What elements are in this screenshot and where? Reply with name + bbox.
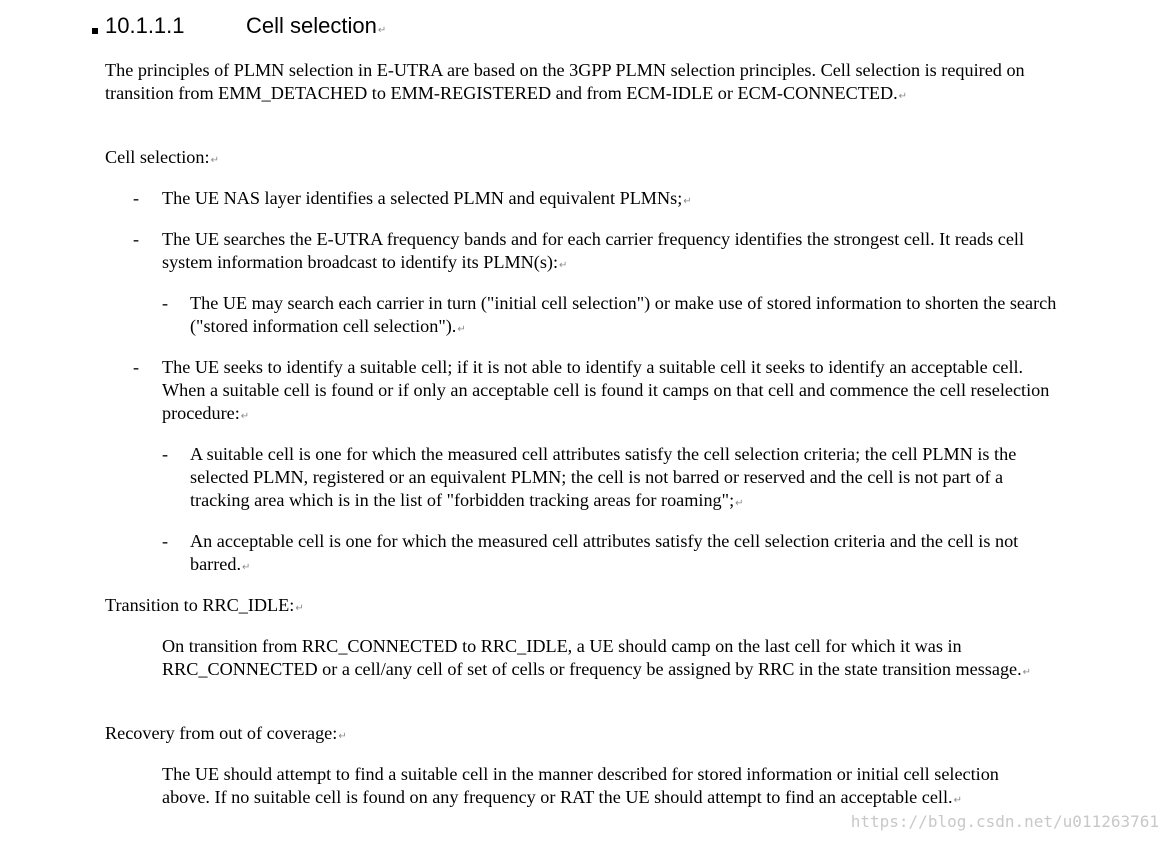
paragraph-mark-icon: ↵ [1022, 667, 1032, 678]
paragraph-mark-icon: ↵ [683, 196, 692, 207]
paragraph-mark-icon: ↵ [377, 25, 387, 36]
list-item-body [162, 356, 1062, 428]
transition-label-text: Transition to RRC_IDLE: [105, 595, 295, 615]
section-heading [92, 12, 386, 45]
sub-list-item-text: A suitable cell is one for which the measured cell attributes satisfy the cell selection criteria; the cell PLMN is the selected PLMN, registered or an equivalent PLMN; the cell is not barred or reserved and the cell is not part of a tracking area which is in the list of "forbidden tracking areas for roaming"; [190, 444, 1017, 510]
paragraph-mark-icon: ↵ [898, 91, 908, 102]
list-dash: - [162, 531, 169, 551]
cell-selection-label-text: Cell selection: [105, 147, 210, 167]
transition-text: On transition from RRC_CONNECTED to RRC_IDLE, a UE should camp on the last cell for which it was in RRC_CONNECTED or a cell/any cell of set of cells or frequency be assigned by RRC in the state transition message. [162, 636, 1022, 679]
paragraph-mark-icon: ↵ [295, 603, 304, 614]
watermark-url: https://blog.csdn.net/u011263761 [850, 812, 1159, 831]
sub-list-item-text: The UE may search each carrier in turn ("initial cell selection") or make use of stored information to shorten the search ("stored information cell selection"). [190, 293, 1057, 336]
transition-label [105, 594, 1065, 620]
sub-list-item-body [190, 530, 1067, 579]
paragraph-mark-icon: ↵ [953, 795, 962, 806]
section-title: Cell selection [246, 13, 377, 38]
recovery-label-text: Recovery from out of coverage: [105, 723, 338, 743]
paragraph-mark-icon: ↵ [240, 411, 250, 422]
list-item-text: The UE seeks to identify a suitable cell; if it is not able to identify a suitable cell it seeks to identify an acceptable cell. When a suitable cell is found or if only an acceptable cell is found it camps on that cell and commence the cell reselection procedure: [162, 357, 1050, 423]
recovery-text: The UE should attempt to find a suitable cell in the manner described for stored information or initial cell selection above. If no suitable cell is found on any frequency or RAT the UE should attempt to find an acceptable cell. [162, 764, 999, 807]
list-dash: - [133, 229, 140, 249]
cell-selection-label [105, 146, 1065, 172]
list-dash: - [162, 293, 169, 313]
list-item-body [162, 228, 1062, 277]
recovery-paragraph [162, 763, 1042, 812]
list-dash: - [162, 444, 169, 464]
list-dash: - [133, 357, 140, 377]
list-item-body [162, 187, 1062, 213]
paragraph-mark-icon: ↵ [210, 155, 219, 166]
list-dash: - [133, 188, 140, 208]
recovery-label [105, 722, 1065, 748]
heading-bullet-marker [92, 28, 98, 34]
paragraph-mark-icon: ↵ [242, 562, 251, 573]
paragraph-mark-icon: ↵ [338, 731, 347, 742]
transition-paragraph [162, 635, 1042, 684]
intro-paragraph [105, 59, 1065, 108]
list-item-text: The UE NAS layer identifies a selected PLMN and equivalent PLMNs; [162, 188, 683, 208]
list-item-text: The UE searches the E-UTRA frequency bands and for each carrier frequency identifies the strongest cell. It reads cell system information broadcast to identify its PLMN(s): [162, 229, 1025, 272]
intro-text: The principles of PLMN selection in E-UTRA are based on the 3GPP PLMN selection principles. Cell selection is required on transition from EMM_DETACHED to EMM-REGISTERED and from ECM-IDLE or ECM-CONNECTED. [105, 60, 1025, 103]
section-number: 10.1.1.1 [105, 13, 185, 38]
paragraph-mark-icon: ↵ [735, 498, 744, 509]
paragraph-mark-icon: ↵ [457, 324, 466, 335]
paragraph-mark-icon: ↵ [559, 260, 568, 271]
sub-list-item-body [190, 443, 1067, 515]
sub-list-item-body [190, 292, 1067, 341]
sub-list-item-text: An acceptable cell is one for which the measured cell attributes satisfy the cell selection criteria and the cell is not barred. [190, 531, 1019, 574]
